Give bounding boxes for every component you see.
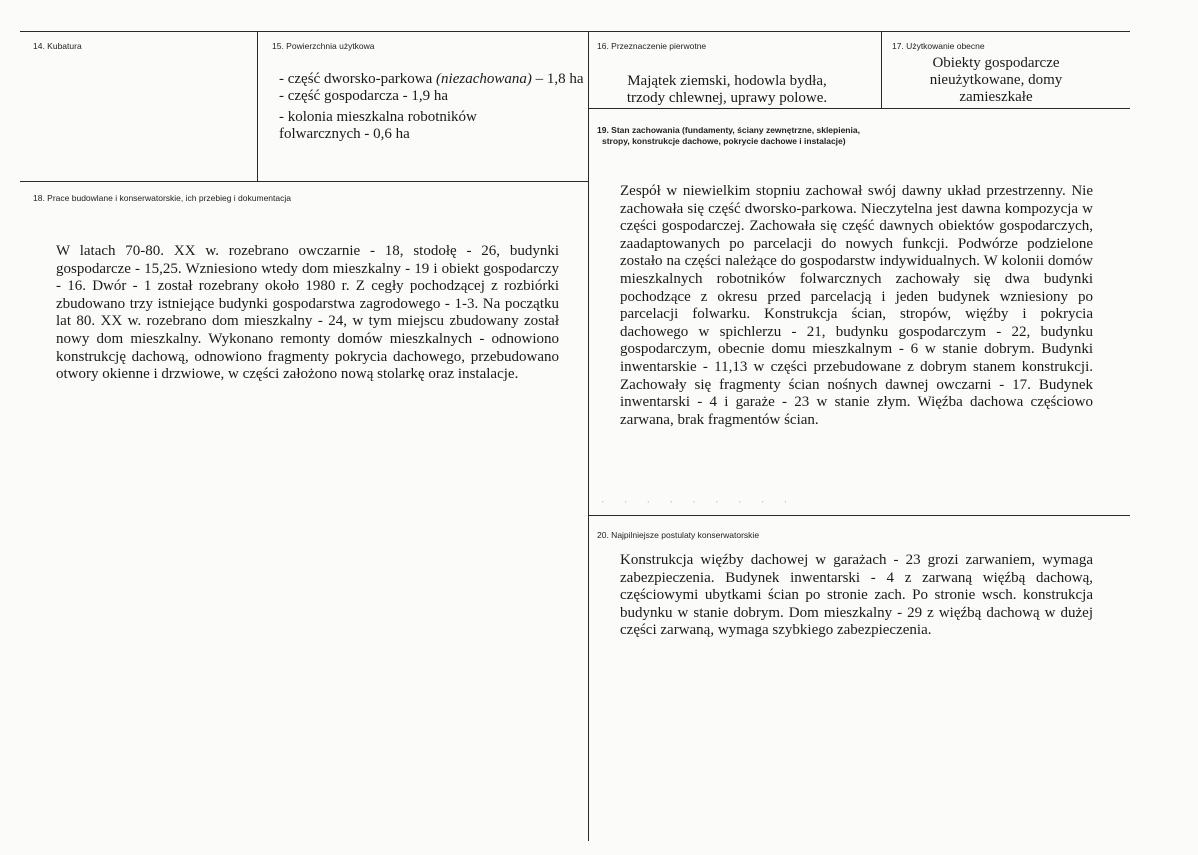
- kubatura-label: 14. Kubatura: [33, 41, 82, 51]
- postulaty-label: 20. Najpilniejsze postulaty konserwatorskie: [597, 530, 760, 540]
- uzytkowanie-text: Obiekty gospodarcze nieużytkowane, domy zamieszkałe: [929, 55, 1063, 105]
- divider-16-17: [881, 31, 882, 108]
- powierzchnia-list: [279, 71, 584, 143]
- divider-main-vertical: [588, 31, 589, 841]
- powierzchnia-item: - część gospodarcza - 1,9 ha: [279, 88, 449, 104]
- divider-under-14-15: [20, 181, 588, 182]
- przeznaczenie-label: 16. Przeznaczenie pierwotne: [597, 41, 707, 51]
- prace-text: W latach 70-80. XX w. rozebrano owczarnie - 18, stodołę - 26, budynki gospodarcze - 15,25. Wzniesiono wtedy dom mieszkalny - 19 i obiekt gospodarczy - 16. Dwór - 1 został rozebrany około 1980 r. Z cegły pochodzącej z rozbiórki zbudowano trzy istniejące budynki gospodarstwa zagrodowego - 1-3. Na początku lat 80. XX w. rozebrano dom mieszkalny - 24, w tym miejscu zbudowany został nowy dom mieszkalny. Wykonano remonty domów mieszkalnych - odnowiono konstrukcję dachową, odnowiono fragmenty pokrycia dachowego, przebudowano otwory okienne i drzwiowe, w części założono nową stolarkę oraz instalacje.: [56, 243, 559, 383]
- top-border: [20, 31, 1130, 32]
- powierzchnia-item: - kolonia mieszkalna robotników folwarcznych - 0,6 ha: [279, 109, 477, 142]
- stan-text: Zespół w niewielkim stopniu zachował swój dawny układ przestrzenny. Nie zachowała się część dworsko-parkowa. Nieczytelna jest dawna kompozycja w części gospodarczej. Zachowała się część dawnych obiektów gospodarczych, zaadaptowanych po parcelacji do nowych funkcji. Podwórze podzielone zostało na części należące do gospodarstw indywidualnych. W kolonii domów mieszkalnych robotników folwarcznych zachowały się dwa budynki pochodzące z okresu przed parcelacją i jeden budynek wzniesiony po parcelacji folwarku. Konstrukcja ścian, stropów, więźby i pokrycia dachowego w spichlerzu - 21, budynku gospodarczym - 22, budynku gospodarczym, obecnie domu mieszkalnym - 6 w stanie dobrym. Budynki inwentarskie - 11,13 w części przebudowane z dobrym stanem konstrukcji. Zachowały się fragmenty ścian nośnych dawnej owczarni - 17. Budynek inwentarski - 4 i garaże - 23 w stanie złym. Więźba dachowa częściowo zarwana, brak fragmentów ścian.: [620, 183, 1093, 428]
- divider-under-19: [588, 515, 1130, 516]
- prace-label: 18. Prace budowlane i konserwatorskie, ich przebieg i dokumentacja: [33, 193, 291, 203]
- divider-under-16-17: [588, 108, 1130, 109]
- powierzchnia-label: 15. Powierzchnia użytkowa: [272, 41, 375, 51]
- przeznaczenie-text: Majątek ziemski, hodowla bydła, trzody chlewnej, uprawy polowe.: [626, 73, 828, 106]
- stan-label: [597, 125, 860, 147]
- postulaty-text: Konstrukcja więźby dachowej w garażach - 23 grozi zarwaniem, wymaga zabezpieczenia. Budynek inwentarski - 4 z zarwaną więźbą dachową, częściowymi ubytkami ścian po stronie zach. Po stronie wsch. konstrukcja budynku w stanie dobrym. Dom mieszkalny - 29 z więźbą dachową w dużej części zarwaną, wymaga szybkiego zabezpieczenia.: [620, 552, 1093, 639]
- uzytkowanie-label: 17. Użytkowanie obecne: [892, 41, 985, 51]
- guide-dots: · · · · · · · · ·: [600, 498, 795, 508]
- stan-label-line2: stropy, konstrukcje dachowe, pokrycie dachowe i instalacje): [602, 136, 846, 146]
- powierzchnia-item: - część dworsko-parkowa (niezachowana) – 1,8 ha: [279, 71, 584, 87]
- divider-14-15: [257, 31, 258, 181]
- stan-label-line1: 19. Stan zachowania (fundamenty, ściany zewnętrzne, sklepienia,: [597, 125, 860, 135]
